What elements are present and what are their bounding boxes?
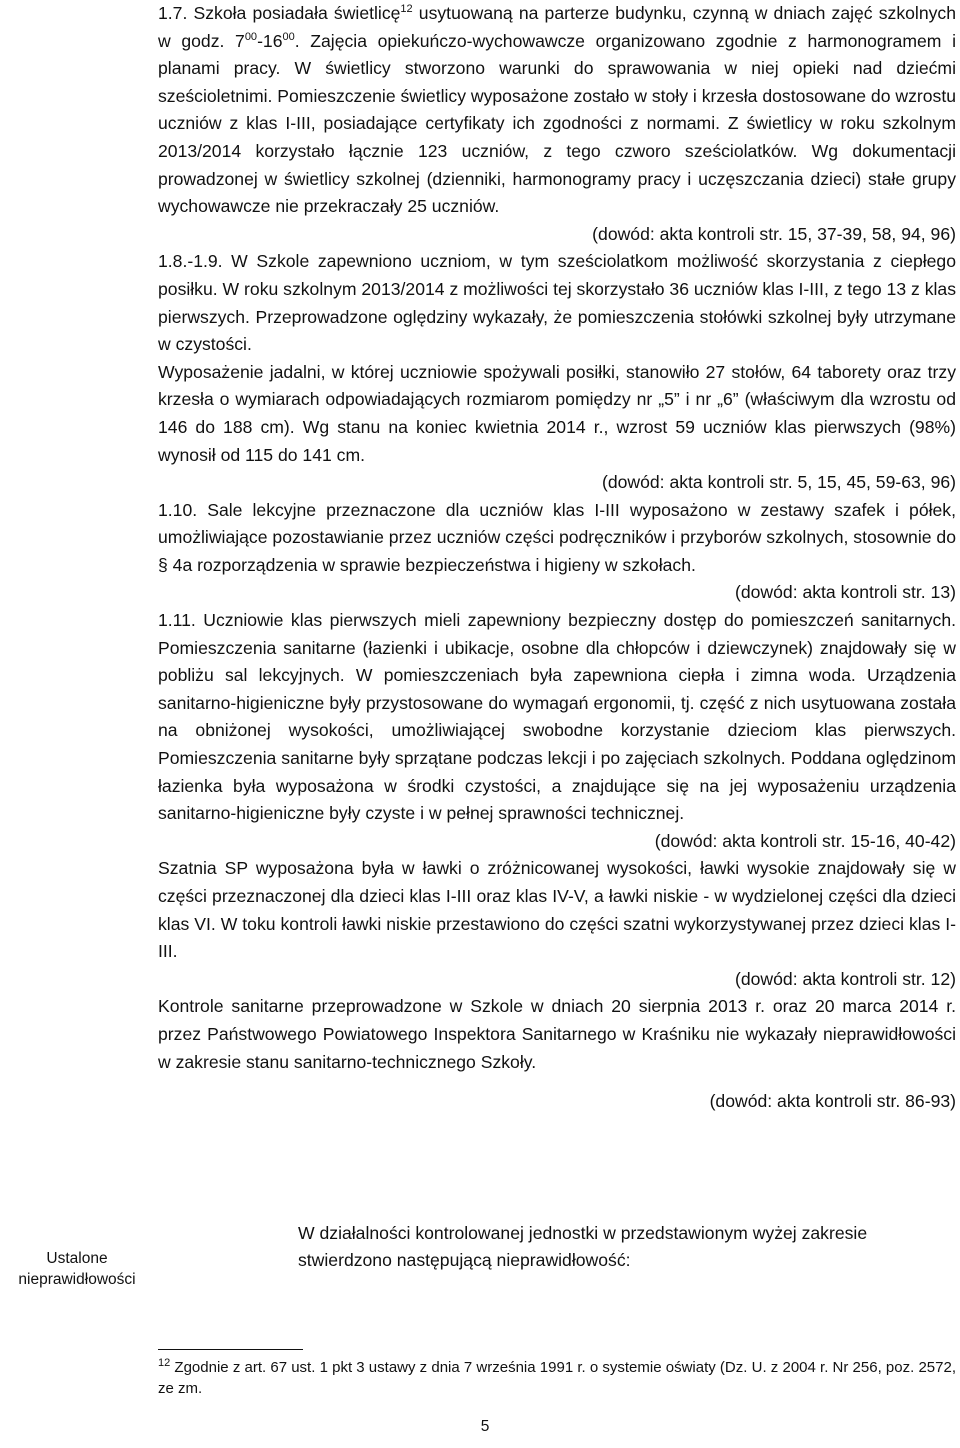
evidence-reference bbox=[158, 1088, 956, 1116]
footnote-number: 12 bbox=[158, 1357, 171, 1369]
text-run: Wyposażenie jadalni, w której uczniowie spożywali posiłki, stanowiło 27 stołów, 64 taborety oraz trzy krzesła o wymiarach odpowiadających rozmiarom pomiędzy nr „5” i nr „6” (właściwym dla wzrostu od 146 do 188 cm). Wg stanu na koniec kwietnia 2014 r., wzrost 59 uczniów klas pierwszych (98%) wynosił od 115 do 141 cm. bbox=[158, 361, 956, 465]
superscript: 12 bbox=[400, 3, 413, 16]
evidence-reference bbox=[158, 966, 956, 994]
paragraph bbox=[158, 607, 956, 828]
footnote-separator bbox=[158, 1349, 303, 1350]
main-text-column bbox=[158, 0, 956, 1116]
text-run: (dowód: akta kontroli str. 12) bbox=[734, 968, 956, 989]
text-run: (dowód: akta kontroli str. 15-16, 40-42) bbox=[654, 830, 956, 851]
text-run: 1.10. Sale lekcyjne przeznaczone dla uczniów klas I-III wyposażono w zestawy szafek i półek, umożliwiające pozostawianie przez uczniów części podręczników i przyborów szkolnych, stosownie do § 4a rozporządzenia w sprawie bezpieczeństwa i higieny w szkołach. bbox=[158, 499, 956, 575]
text-run: -16 bbox=[257, 30, 283, 51]
paragraph bbox=[158, 855, 956, 965]
superscript: 00 bbox=[282, 30, 295, 43]
text-run: (dowód: akta kontroli str. 13) bbox=[734, 582, 956, 603]
side-label-ustalone: Ustalone nieprawidłowości bbox=[18, 1250, 136, 1288]
evidence-reference bbox=[158, 221, 956, 249]
text-run: Szatnia SP wyposażona była w ławki o zróżnicowanej wysokości, ławki wysokie znajdowały się w części przeznaczonej dla dzieci klas I-III oraz klas IV-V, a ławki niskie - w wydzielonej części dla dzieci klas VI. W toku kontroli ławki niskie przestawiono do części szatni wykorzystywanej przez dzieci klas I-III. bbox=[158, 858, 956, 962]
text-run: (dowód: akta kontroli str. 86-93) bbox=[709, 1091, 956, 1112]
paragraph bbox=[158, 359, 956, 469]
paragraph bbox=[158, 993, 956, 1076]
evidence-reference bbox=[158, 828, 956, 856]
text-run: (dowód: akta kontroli str. 5, 15, 45, 59-63, 96) bbox=[601, 472, 956, 493]
text-run: usytuowaną na parterze budynku, czynną w dniach zajęć szkolnych w godz. 7 bbox=[158, 3, 956, 51]
footnote bbox=[158, 1358, 956, 1399]
findings-intro-text: W działalności kontrolowanej jednostki w przedstawionym wyżej zakresie stwierdzono następującą nieprawidłowość: bbox=[298, 1223, 868, 1270]
superscript: 00 bbox=[244, 30, 258, 43]
page-number: 5 bbox=[480, 1418, 490, 1435]
text-run: (dowód: akta kontroli str. 15, 37-39, 58, 94, 96) bbox=[592, 223, 956, 244]
paragraph bbox=[158, 497, 956, 580]
text-run: Kontrole sanitarne przeprowadzone w Szkole w dniach 20 sierpnia 2013 r. oraz 20 marca 2014 r. przez Państwowego Powiatowego Inspektora Sanitarnego w Kraśniku nie wykazały nieprawidłowości w zakresie stanu sanitarno-technicznego Szkoły. bbox=[158, 996, 956, 1072]
paragraph bbox=[158, 0, 956, 221]
text-run: 1.7. Szkoła posiadała świetlicę bbox=[158, 3, 401, 23]
footnote-text: Zgodnie z art. 67 ust. 1 pkt 3 ustawy z dnia 7 września 1991 r. o systemie oświaty (Dz. U. z 2004 r. Nr 256, poz. 2572, ze zm. bbox=[158, 1359, 956, 1397]
text-run: . Zajęcia opiekuńczo-wychowawcze organizowano zgodnie z harmonogramem i planami pracy. W świetlicy stworzono warunki do sprawowania w niej opieki nad dziećmi sześcioletnimi. Pomieszczenie świetlicy wyposażone zostało w stoły i krzesła dostosowane do wzrostu uczniów z klas I-III, posiadające certyfikaty ich zgodności z normami. Z świetlicy w roku szkolnym 2013/2014 korzystało łącznie 123 uczniów, z tego czworo sześciolatków. Wg dokumentacji prowadzonej w świetlicy szkolnej (dzienniki, harmonogramy pracy i uczęszczania dzieci) stałe grupy wychowawcze nie przekraczały 25 uczniów. bbox=[158, 30, 956, 217]
paragraph bbox=[158, 248, 956, 358]
text-run: 1.11. Uczniowie klas pierwszych mieli zapewniony bezpieczny dostęp do pomieszczeń sanitarnych. Pomieszczenia sanitarne (łazienki i ubikacje, osobne dla chłopców i dziewczynek) znajdowały się w pobliżu sal lekcyjnych. W pomieszczeniach była zapewniona ciepła i zimna woda. Urządzenia sanitarno-higieniczne były przystosowane do wymagań ergonomii, tj. część z nich usytuowana została na obniżonej wysokości, umożliwiającej swobodne korzystanie dzieciom klas pierwszych. Pomieszczenia sanitarne były sprzątane podczas lekcji i po zajęciach szkolnych. Poddana oględzinom łazienka była wyposażona w środki czystości, a znajdujące się na jej wyposażeniu urządzenia sanitarno-higieniczne były czyste i w pełnej sprawności technicznej. bbox=[158, 610, 956, 824]
evidence-reference bbox=[158, 469, 956, 497]
text-run: 1.8.-1.9. W Szkole zapewniono uczniom, w tym sześciolatkom możliwość skorzystania z ciepłego posiłku. W roku szkolnym 2013/2014 z możliwości tej skorzystało 36 uczniów klas I-III, z tego 13 z klas pierwszych. Przeprowadzone oględziny wykazały, że pomieszczenia stołówki szkolnej były utrzymane w czystości. bbox=[158, 251, 956, 355]
evidence-reference bbox=[158, 579, 956, 607]
